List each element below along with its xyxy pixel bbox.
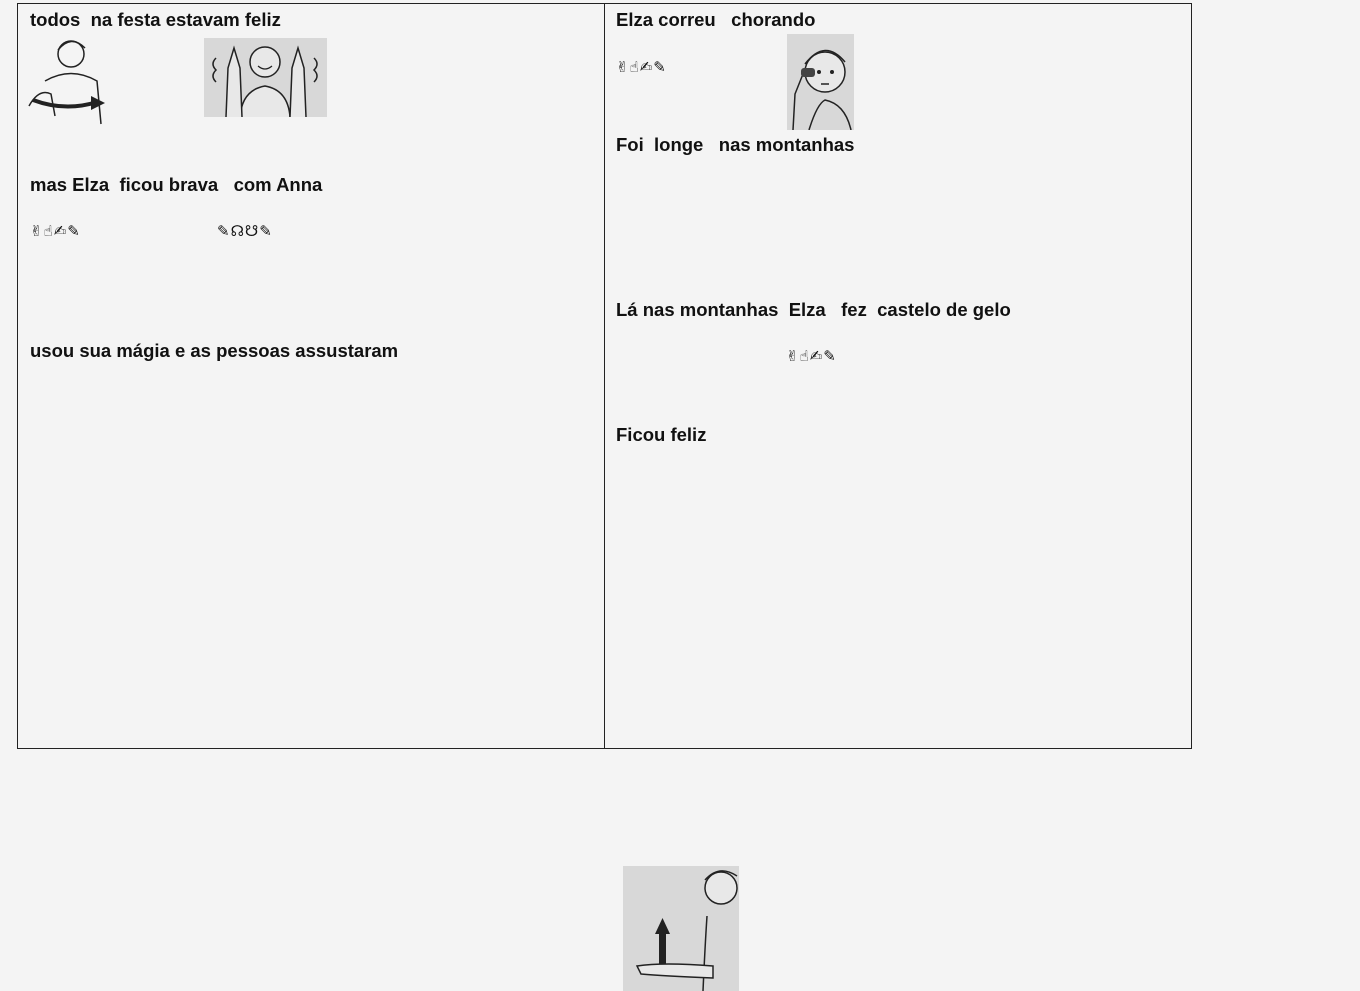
right-line-2: Foi longe nas montanhas bbox=[616, 134, 855, 155]
signwriting-glyphs: ✎☊☋✎ bbox=[217, 222, 273, 240]
right-line-3: Lá nas montanhas Elza fez castelo de gelo bbox=[616, 299, 1011, 320]
right-line-1: Elza correu chorando bbox=[616, 9, 816, 30]
left-line-1: todos na festa estavam feliz bbox=[30, 9, 281, 30]
sign-bottom-icon bbox=[623, 866, 739, 991]
sign-todos-icon bbox=[25, 36, 105, 126]
signwriting-glyphs: ✌☝✍✎ bbox=[786, 347, 837, 365]
signwriting-glyphs: ✌☝✍✎ bbox=[616, 58, 667, 76]
right-line-4: Ficou feliz bbox=[616, 424, 707, 445]
left-line-2: mas Elza ficou brava com Anna bbox=[30, 174, 323, 195]
left-line-3: usou sua mágia e as pessoas assustaram bbox=[30, 340, 399, 361]
signwriting-glyphs: ✌☝✍✎ bbox=[30, 222, 81, 240]
column-divider bbox=[604, 3, 605, 749]
sign-feliz-icon bbox=[204, 38, 327, 117]
sign-chorando-icon bbox=[787, 34, 854, 130]
